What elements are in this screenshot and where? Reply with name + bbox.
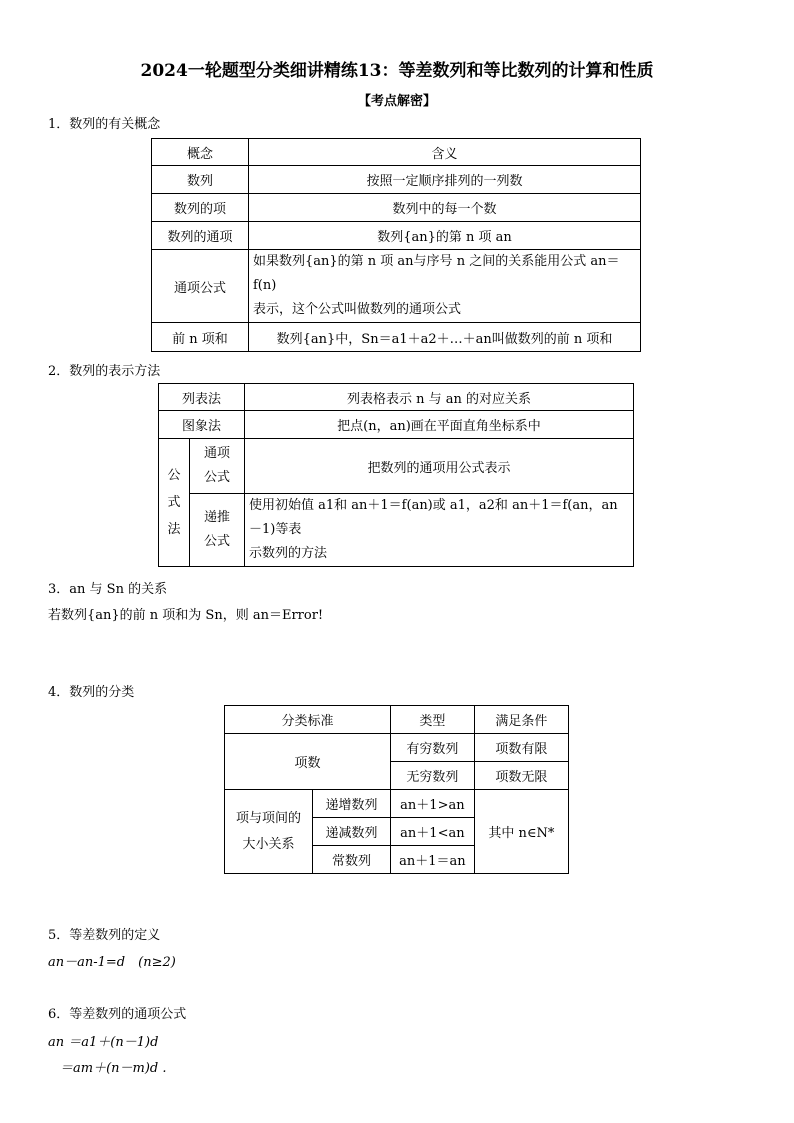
method-cell: 图象法 (159, 411, 245, 439)
condition-formula: an＋1<an (390, 818, 474, 846)
page-title: 2024一轮题型分类细讲精练13：等差数列和等比数列的计算和性质 (140, 61, 654, 81)
section-3-text: 若数列{an}的前 n 项和为 Sn，则 an＝Error! (48, 608, 324, 623)
header-type: 类型 (390, 706, 474, 734)
section-1-heading: 1．数列的有关概念 (48, 117, 161, 132)
type-cell: 有穷数列 (390, 734, 474, 762)
concept-table (151, 138, 641, 352)
group-char: 公 (167, 468, 181, 483)
method-desc: 把数列的通项用公式表示 (245, 439, 634, 494)
header-concept: 概念 (152, 139, 249, 166)
meaning-cell: 数列{an}的第 n 项 an (249, 222, 641, 250)
method-cell: 列表法 (159, 384, 245, 411)
concept-cell: 通项公式 (152, 250, 249, 323)
concept-cell: 数列的项 (152, 194, 249, 222)
section-5-formula: an－an-1=d (n≥2) (48, 955, 176, 970)
criteria-cell: 项数 (225, 734, 391, 790)
method-label: 通项 (203, 446, 230, 461)
condition-formula: an＋1>an (390, 790, 474, 818)
meaning-line: 如果数列{an}的第 n 项 an与序号 n 之间的关系能用公式 an＝f(n) (253, 254, 620, 293)
section-6-formula-line1: an ＝a1＋(n－1)d (48, 1035, 159, 1050)
concept-cell: 数列的通项 (152, 222, 249, 250)
section-subtitle: 【考点解密】 (357, 94, 436, 109)
method-desc-line: 使用初始值 a1和 an＋1＝f(an)或 a1，a2和 an＋1＝f(an，an－1)等表 (249, 498, 618, 537)
method-label: 公式 (203, 534, 230, 549)
concept-cell: 前 n 项和 (152, 323, 249, 352)
method-label: 公式 (203, 470, 230, 485)
type-cell: 无穷数列 (390, 762, 474, 790)
method-label: 递推 (203, 510, 230, 525)
classification-table (224, 705, 569, 874)
group-char: 法 (167, 522, 181, 537)
method-desc: 把点(n，an)画在平面直角坐标系中 (245, 411, 634, 439)
condition-cell: 项数有限 (474, 734, 568, 762)
representation-table (158, 383, 634, 567)
meaning-line: 表示，这个公式叫做数列的通项公式 (253, 302, 462, 317)
method-desc-line: 示数列的方法 (249, 546, 328, 561)
section-5-heading: 5．等差数列的定义 (48, 928, 161, 943)
subtype-cell: 递减数列 (313, 818, 391, 846)
group-char: 式 (167, 495, 181, 510)
section-3-heading: 3．an 与 Sn 的关系 (48, 582, 168, 597)
section-2-heading: 2．数列的表示方法 (48, 364, 161, 379)
condition-formula: an＋1＝an (390, 846, 474, 874)
section-4-heading: 4．数列的分类 (48, 685, 135, 700)
concept-cell: 数列 (152, 166, 249, 194)
meaning-cell: 数列中的每一个数 (249, 194, 641, 222)
header-criteria: 分类标准 (225, 706, 391, 734)
header-meaning: 含义 (249, 139, 641, 166)
method-desc: 列表格表示 n 与 an 的对应关系 (245, 384, 634, 411)
subtype-cell: 常数列 (313, 846, 391, 874)
section-6-heading: 6．等差数列的通项公式 (48, 1007, 187, 1022)
condition-cell: 项数无限 (474, 762, 568, 790)
condition-cell: 其中 n∈N* (474, 790, 568, 874)
criteria-line: 大小关系 (242, 836, 295, 852)
subtype-cell: 递增数列 (313, 790, 391, 818)
section-6-formula-line2: ＝am＋(n－m)d . (60, 1061, 167, 1076)
meaning-cell: 数列{an}中，Sn＝a1＋a2＋…＋an叫做数列的前 n 项和 (249, 323, 641, 352)
header-condition: 满足条件 (474, 706, 568, 734)
criteria-line: 项与项间的 (236, 810, 302, 826)
meaning-cell: 按照一定顺序排列的一列数 (249, 166, 641, 194)
